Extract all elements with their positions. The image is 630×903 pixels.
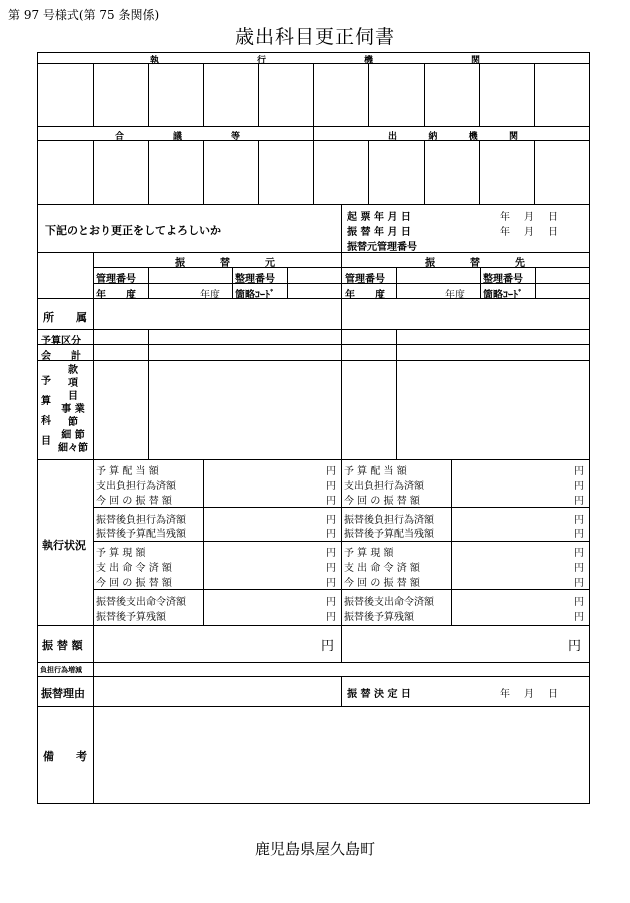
exec-organ-header: 執 行 機 関 [150,56,480,66]
council-header: 合 議 等 [115,132,240,142]
account-label: 会 計 [41,351,81,362]
transfer-amount-label: 振 替 額 [42,639,83,652]
burden-change-label: 負担行為増減 [40,666,82,674]
request-text: 下記のとおり更正をしてよろしいか [45,224,221,237]
transfer-reason-label: 振替理由 [41,687,85,700]
to-ref-no-label: 整理番号 [483,274,523,285]
from-mgmt-no-label: 管理番号 [96,274,136,285]
dept-label: 所 属 [43,311,87,324]
to-year-label: 年 度 [345,290,385,301]
from-header: 振 替 元 [175,258,275,269]
transfer-amount-from-yen: 円 [321,639,335,654]
to-short-code-label: 箇略ｺｰﾄﾞ [483,290,523,301]
to-mgmt-no-label: 管理番号 [345,274,385,285]
from-year-label: 年 度 [96,290,136,301]
issuer-name: 鹿児島県屋久島町 [254,840,375,858]
source-mgmt-label: 振替元管理番号 [347,242,417,253]
treasury-header: 出 納 機 関 [388,132,518,142]
transfer-date-ymd: 年 月 日 [500,227,558,238]
transfer-amount-to-yen: 円 [568,639,582,654]
transfer-date-label: 振 替 年 月 日 [347,227,411,238]
page-title: 歳出科目更正伺書 [234,26,395,48]
draft-date-label: 起 票 年 月 日 [347,212,411,223]
to-header: 振 替 先 [425,258,525,269]
budget-div-label: 予算区分 [41,336,81,347]
decision-date-label: 振 替 決 定 日 [347,689,411,700]
budget-subject-items: 款 項 目 事 業 節 細 節 細々節 [58,365,88,454]
remarks-label: 備 考 [43,750,87,763]
from-year-unit: 年度 [200,290,220,301]
draft-date-ymd: 年 月 日 [500,212,558,223]
exec-status-label: 執行状況 [42,539,86,552]
from-short-code-label: 箇略ｺｰﾄﾞ [235,290,275,301]
to-year-unit: 年度 [445,290,465,301]
form-number: 第 97 号様式(第 75 条関係) [8,8,160,22]
decision-date-ymd: 年 月 日 [500,689,558,700]
from-ref-no-label: 整理番号 [235,274,275,285]
budget-subject-side-label: 予 算 科 目 [41,376,51,447]
